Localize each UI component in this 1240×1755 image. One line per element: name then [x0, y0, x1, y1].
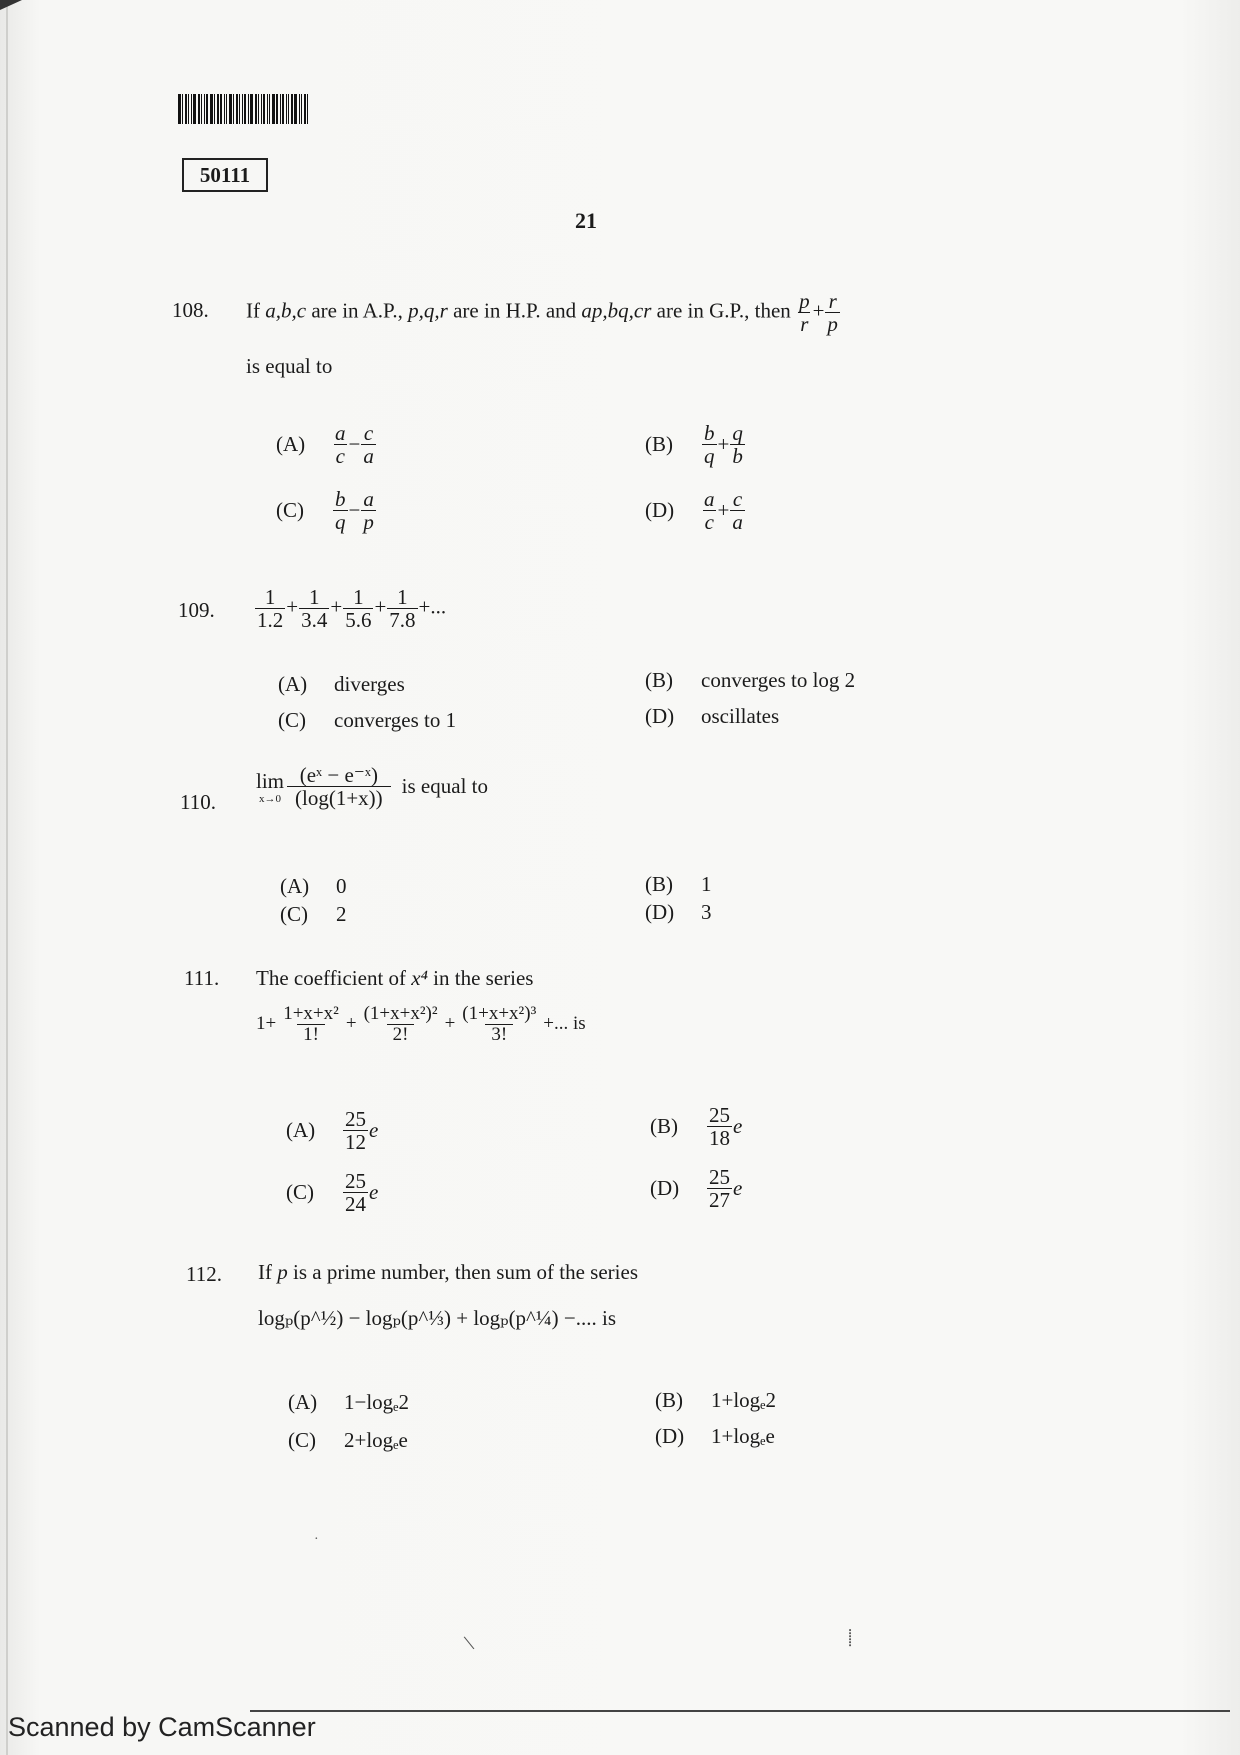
stem-text: is equal to [401, 774, 488, 799]
fraction [287, 764, 391, 809]
stem-var: a,b,c [265, 298, 307, 323]
barcode-bar [182, 94, 183, 124]
dust-mark: · [314, 1532, 319, 1547]
barcode-bar [201, 94, 202, 124]
barcode-bar [224, 94, 225, 124]
barcode-bar [288, 94, 289, 124]
series-term [456, 1004, 542, 1045]
option-label: (C) [280, 902, 308, 926]
numerator: a [363, 487, 374, 511]
option-label: (C) [278, 708, 306, 732]
option-c[interactable] [286, 1170, 378, 1215]
denominator: c [704, 510, 714, 535]
option-b[interactable] [655, 1388, 776, 1413]
denominator: b [732, 444, 743, 469]
numerator: 1 [308, 585, 320, 609]
option-label: (A) [278, 672, 308, 696]
barcode-bar [191, 94, 192, 124]
option-label: (B) [645, 668, 673, 692]
denominator: 24 [345, 1192, 366, 1217]
option-label: (A) [280, 874, 310, 898]
barcode-bar [286, 94, 287, 124]
denominator: (log(1+x)) [287, 786, 391, 809]
numerator: a [335, 421, 346, 445]
series-term [277, 1004, 345, 1045]
operator: + [812, 298, 825, 323]
option-label: (B) [650, 1114, 678, 1139]
barcode-bar [229, 94, 232, 124]
denominator: 27 [709, 1188, 730, 1213]
barcode-bar [276, 94, 278, 124]
numerator: 25 [709, 1165, 730, 1189]
option-b[interactable] [645, 422, 746, 467]
denominator: 1.2 [257, 608, 284, 633]
series-lead: 1+ [256, 1013, 277, 1035]
limit-expression [256, 764, 488, 809]
page-number: 21 [575, 208, 597, 233]
stem-text: are in H.P. and [453, 298, 577, 323]
series-tail: +... [418, 594, 447, 619]
stem-text: is a prime number, then sum of the series [293, 1260, 638, 1284]
numerator: b [335, 487, 346, 511]
option-text: 1−logₑ2 [344, 1390, 410, 1414]
barcode-bar [188, 94, 189, 124]
constant-e: e [733, 1114, 743, 1139]
constant-e: e [733, 1176, 743, 1201]
numerator: 25 [345, 1169, 366, 1193]
fraction [343, 1170, 368, 1215]
fraction [361, 422, 376, 467]
option-label: (A) [276, 432, 306, 457]
lim-text: lim [256, 768, 285, 793]
numerator: (eˣ − e⁻ˣ) [299, 763, 378, 787]
fraction [702, 422, 717, 467]
numerator: 1 [397, 585, 408, 609]
numerator: r [828, 289, 837, 313]
stem-var: x⁴ [411, 966, 428, 990]
option-c[interactable] [276, 488, 377, 533]
fraction [730, 488, 745, 533]
barcode-bar [282, 94, 284, 124]
option-c[interactable] [280, 902, 347, 927]
numerator: 1+x+x² [283, 1003, 339, 1024]
option-label: (C) [288, 1428, 316, 1452]
series-expression: logₚ(p^½) − logₚ(p^⅓) + logₚ(p^¼) −.... is [258, 1306, 617, 1330]
option-text: 2 [336, 902, 347, 926]
numerator: q [732, 421, 743, 445]
numerator: c [732, 487, 743, 511]
question-number: 111. [184, 966, 220, 990]
barcode-bar [261, 94, 262, 124]
barcode-bar [307, 94, 308, 124]
denominator: p [827, 312, 838, 337]
operator: + [717, 498, 730, 523]
numerator: b [704, 421, 715, 445]
barcode-bar [236, 94, 238, 124]
option-label: (B) [645, 432, 673, 457]
denominator: 3.4 [301, 608, 328, 633]
barcode-bar [304, 94, 306, 124]
option-d[interactable] [655, 1424, 775, 1449]
page-edge-shadow [6, 0, 8, 1755]
barcode-bar [244, 94, 246, 124]
series-expression: 1+ $\frac{\text{1+x+x²}}{1!}$ + $\frac{\text{(1+x+x²)²}}{2!}$ + $\frac{\text{(1+x+x²)³}}{3!}$ +... is [256, 1003, 586, 1045]
barcode-bar [178, 94, 181, 124]
barcode-bar [220, 94, 222, 124]
option-d[interactable] [650, 1166, 742, 1211]
option-label: (D) [645, 498, 675, 523]
barcode-bar [185, 94, 187, 124]
numerator: (1+x+x²)² [363, 1003, 438, 1024]
fraction [825, 290, 840, 335]
stem-var: p,q,r [408, 298, 448, 323]
barcode-bar [239, 94, 240, 124]
barcode-bar [291, 94, 293, 124]
option-a[interactable] [276, 422, 377, 467]
constant-e: e [369, 1118, 379, 1143]
denominator: 7.8 [389, 608, 416, 633]
barcode-bar [255, 94, 257, 124]
barcode-bar [301, 94, 302, 124]
option-text: 3 [701, 900, 712, 924]
corner-mark [0, 0, 22, 10]
barcode-bar [299, 94, 300, 124]
denominator: a [732, 510, 743, 535]
denominator: 1! [297, 1024, 325, 1045]
paper-code: 50111 [182, 158, 268, 192]
series-term [255, 586, 285, 631]
numerator: (1+x+x²)³ [462, 1003, 537, 1024]
barcode-bar [267, 94, 268, 124]
barcode-bar [233, 94, 234, 124]
barcode-bar [198, 94, 200, 124]
denominator: 5.6 [345, 608, 372, 633]
question-stem-line2: is equal to [246, 354, 333, 378]
option-text: 1+logₑ2 [711, 1388, 777, 1412]
limit-operator [256, 769, 284, 805]
denominator: p [363, 510, 374, 535]
barcode-bar [217, 94, 219, 124]
fraction [333, 488, 348, 533]
fraction [333, 422, 348, 467]
barcode-bar [280, 94, 281, 124]
numerator: 1 [264, 585, 276, 609]
option-label: (C) [286, 1180, 314, 1205]
denominator: 18 [709, 1126, 730, 1151]
denominator: 2! [387, 1024, 415, 1045]
barcode-bar [193, 94, 196, 124]
stem-text: are in G.P., then [656, 298, 791, 323]
operator: + [717, 432, 730, 457]
stem-var: ap,bq,cr [581, 298, 652, 323]
barcode-bar [214, 94, 215, 124]
option-label: (A) [288, 1390, 318, 1414]
barcode-bar [242, 94, 243, 124]
option-b[interactable] [645, 872, 712, 897]
option-d[interactable] [645, 704, 779, 729]
stem-text: in the series [433, 966, 534, 990]
option-d[interactable] [645, 488, 746, 533]
scanner-watermark: Scanned by CamScanner [8, 1712, 316, 1742]
fraction [343, 1108, 368, 1153]
option-label: (D) [645, 900, 675, 924]
denominator: q [704, 444, 715, 469]
option-a[interactable] [278, 672, 405, 697]
option-b[interactable] [650, 1104, 742, 1149]
option-b[interactable] [645, 668, 855, 693]
fraction [702, 488, 717, 533]
barcode-bar [226, 94, 227, 124]
option-d[interactable] [645, 900, 712, 925]
barcode-bar [269, 94, 270, 124]
option-text: oscillates [701, 704, 780, 728]
option-label: (D) [655, 1424, 685, 1448]
fraction [361, 488, 376, 533]
option-text: 1+logₑe [711, 1424, 775, 1448]
option-c[interactable] [278, 708, 456, 733]
barcode-bar [250, 94, 253, 124]
numerator: 25 [345, 1107, 366, 1131]
numerator: c [363, 421, 374, 445]
barcode-bar [272, 94, 275, 124]
barcode-bar [206, 94, 208, 124]
denominator: 3! [485, 1024, 513, 1045]
option-text: converges to log 2 [701, 668, 856, 692]
constant-e: e [369, 1180, 379, 1205]
option-a[interactable] [288, 1390, 409, 1415]
operator: − [348, 432, 361, 457]
series-term [387, 586, 417, 631]
fraction [730, 422, 745, 467]
stem-text: The coefficient of [256, 966, 407, 990]
option-text: converges to 1 [334, 708, 457, 732]
denominator: c [335, 444, 345, 469]
stem-text: are in A.P., [311, 298, 403, 323]
option-text: diverges [334, 672, 405, 696]
lim-subscript: x→0 [259, 792, 281, 805]
numerator: a [704, 487, 715, 511]
barcode [178, 94, 340, 124]
question-stem [258, 1260, 638, 1285]
question-stem [246, 290, 841, 335]
stem-var: p [277, 1260, 288, 1284]
barcode-bar [294, 94, 297, 124]
option-label: (B) [655, 1388, 683, 1412]
stem-text: If [258, 1260, 272, 1284]
series-term [358, 1004, 444, 1045]
question-number: 108. [172, 298, 209, 322]
option-text: 2+logₑe [344, 1428, 408, 1452]
numerator: 25 [709, 1103, 730, 1127]
pen-mark: ⸽ [848, 1630, 853, 1647]
denominator: q [335, 510, 346, 535]
option-label: (D) [645, 704, 675, 728]
fraction [797, 290, 812, 335]
option-text: 1 [701, 872, 712, 896]
fraction [707, 1166, 732, 1211]
option-c[interactable] [288, 1428, 408, 1453]
numerator: p [799, 289, 810, 313]
series-tail: +... is [543, 1013, 586, 1035]
option-text: 0 [336, 874, 347, 898]
denominator: 12 [345, 1130, 366, 1155]
barcode-bar [204, 94, 205, 124]
barcode-bar [248, 94, 249, 124]
question-number: 110. [180, 790, 216, 814]
fraction [707, 1104, 732, 1149]
stem-text: If [246, 298, 260, 323]
question-number: 112. [186, 1262, 222, 1286]
denominator: r [800, 312, 809, 337]
question-stem [256, 966, 533, 991]
denominator: a [363, 444, 374, 469]
series-expression: $\frac{1}{1.2}$ + $\frac{1}{3.4}$ + $\frac{1}{5.6}$ + $\frac{1}{7.8}$ +... [257, 585, 447, 633]
pen-mark: \ [461, 1629, 477, 1656]
option-label: (B) [645, 872, 673, 896]
option-label: (A) [286, 1118, 316, 1143]
series-term [343, 586, 373, 631]
barcode-bar [258, 94, 259, 124]
operator: − [348, 498, 361, 523]
series-term [299, 586, 329, 631]
numerator: 1 [353, 585, 364, 609]
footer-rule [250, 1710, 1230, 1712]
question-number: 109. [178, 598, 215, 622]
barcode-bar [210, 94, 213, 124]
option-a[interactable] [280, 874, 347, 899]
barcode-bar [263, 94, 265, 124]
option-label: (D) [650, 1176, 680, 1201]
option-label: (C) [276, 498, 304, 523]
option-a[interactable] [286, 1108, 378, 1153]
